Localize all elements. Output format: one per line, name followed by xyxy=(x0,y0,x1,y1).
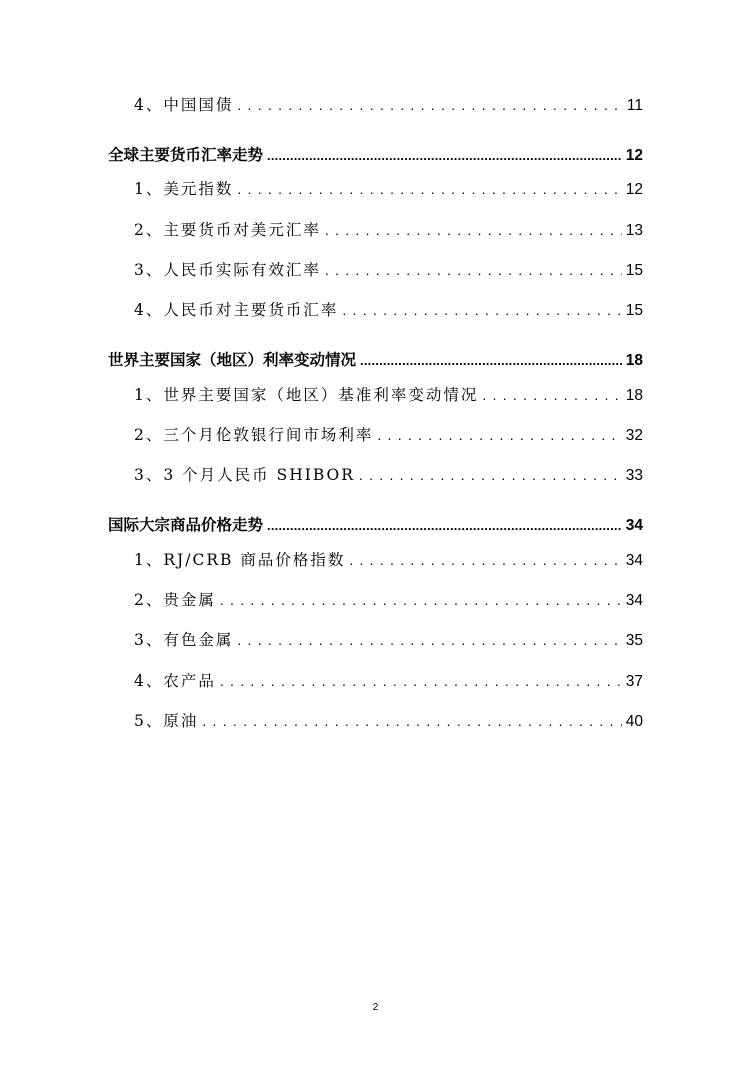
dot-leader xyxy=(360,350,622,369)
toc-entry-title: 1、世界主要国家（地区）基准利率变动情况 xyxy=(134,386,479,404)
toc-section-title: 全球主要货币汇率走势 xyxy=(108,145,264,164)
dot-leader xyxy=(377,426,621,444)
toc-entry-title: 3、人民币实际有效汇率 xyxy=(134,261,321,279)
toc-section-page: 18 xyxy=(625,352,643,369)
toc-entry-page: 15 xyxy=(625,302,643,319)
toc-entry[interactable] xyxy=(134,383,643,405)
toc-entry-title: 1、RJ/CRB 商品价格指数 xyxy=(134,551,346,569)
toc-entry-page: 34 xyxy=(625,552,643,569)
toc-entry-page: 18 xyxy=(625,387,643,404)
toc-entry[interactable] xyxy=(134,548,643,570)
toc-entry[interactable] xyxy=(134,258,643,280)
toc-entry[interactable] xyxy=(134,463,643,485)
toc-entry-title: 3、有色金属 xyxy=(134,631,234,649)
dot-leader xyxy=(482,386,621,404)
toc-entry[interactable] xyxy=(134,218,643,240)
dot-leader xyxy=(237,631,621,649)
toc-section-page: 34 xyxy=(625,517,643,534)
toc-entry-title: 1、美元指数 xyxy=(134,180,234,198)
toc-entry[interactable] xyxy=(134,298,643,320)
toc-entry-title: 2、主要货币对美元汇率 xyxy=(134,221,321,239)
dot-leader xyxy=(267,145,622,164)
toc-entry-page: 37 xyxy=(625,673,643,690)
toc-entry-page: 34 xyxy=(625,592,643,609)
toc-entry[interactable] xyxy=(134,669,643,691)
dot-leader xyxy=(220,591,622,609)
dot-leader xyxy=(325,261,622,279)
toc-entry-page: 40 xyxy=(625,713,643,730)
toc-section-page: 12 xyxy=(625,147,643,164)
toc-entry-page: 15 xyxy=(625,262,643,279)
toc-entry-title: 4、农产品 xyxy=(134,672,216,690)
toc-entry-title: 2、三个月伦敦银行间市场利率 xyxy=(134,426,374,444)
dot-leader xyxy=(220,672,622,690)
toc-entry-title: 3、3 个月人民币 SHIBOR xyxy=(134,466,355,484)
dot-leader xyxy=(267,515,622,534)
dot-leader xyxy=(202,712,621,730)
toc-entry-page: 33 xyxy=(625,467,643,484)
toc-entry[interactable] xyxy=(134,588,643,610)
toc-entry-title: 5、原油 xyxy=(134,712,199,730)
dot-leader xyxy=(342,301,621,319)
toc-entry-page: 35 xyxy=(625,632,643,649)
toc-entry-title: 2、贵金属 xyxy=(134,591,216,609)
dot-leader xyxy=(237,96,623,114)
toc-entry[interactable] xyxy=(134,709,643,731)
toc-entry-page: 32 xyxy=(625,427,643,444)
page-number: 2 xyxy=(372,1002,379,1013)
toc-section-title: 国际大宗商品价格走势 xyxy=(108,515,264,534)
dot-leader xyxy=(359,466,622,484)
toc-entry-page: 13 xyxy=(625,222,643,239)
toc-section-title: 世界主要国家（地区）利率变动情况 xyxy=(108,350,357,369)
toc-section-heading[interactable] xyxy=(108,513,643,535)
toc-entry[interactable] xyxy=(134,177,643,199)
toc-section-heading[interactable] xyxy=(108,143,643,165)
dot-leader xyxy=(237,180,621,198)
toc-entry-title: 4、中国国债 xyxy=(134,96,234,114)
toc-entry[interactable] xyxy=(134,423,643,445)
toc-entry-title: 4、人民币对主要货币汇率 xyxy=(134,301,339,319)
dot-leader xyxy=(349,551,621,569)
toc-entry[interactable] xyxy=(134,628,643,650)
toc-entry-page: 12 xyxy=(625,181,643,198)
dot-leader xyxy=(325,221,622,239)
toc-entry[interactable] xyxy=(134,93,643,115)
toc-entry-page: 11 xyxy=(626,97,643,114)
toc-section-heading[interactable] xyxy=(108,348,643,370)
